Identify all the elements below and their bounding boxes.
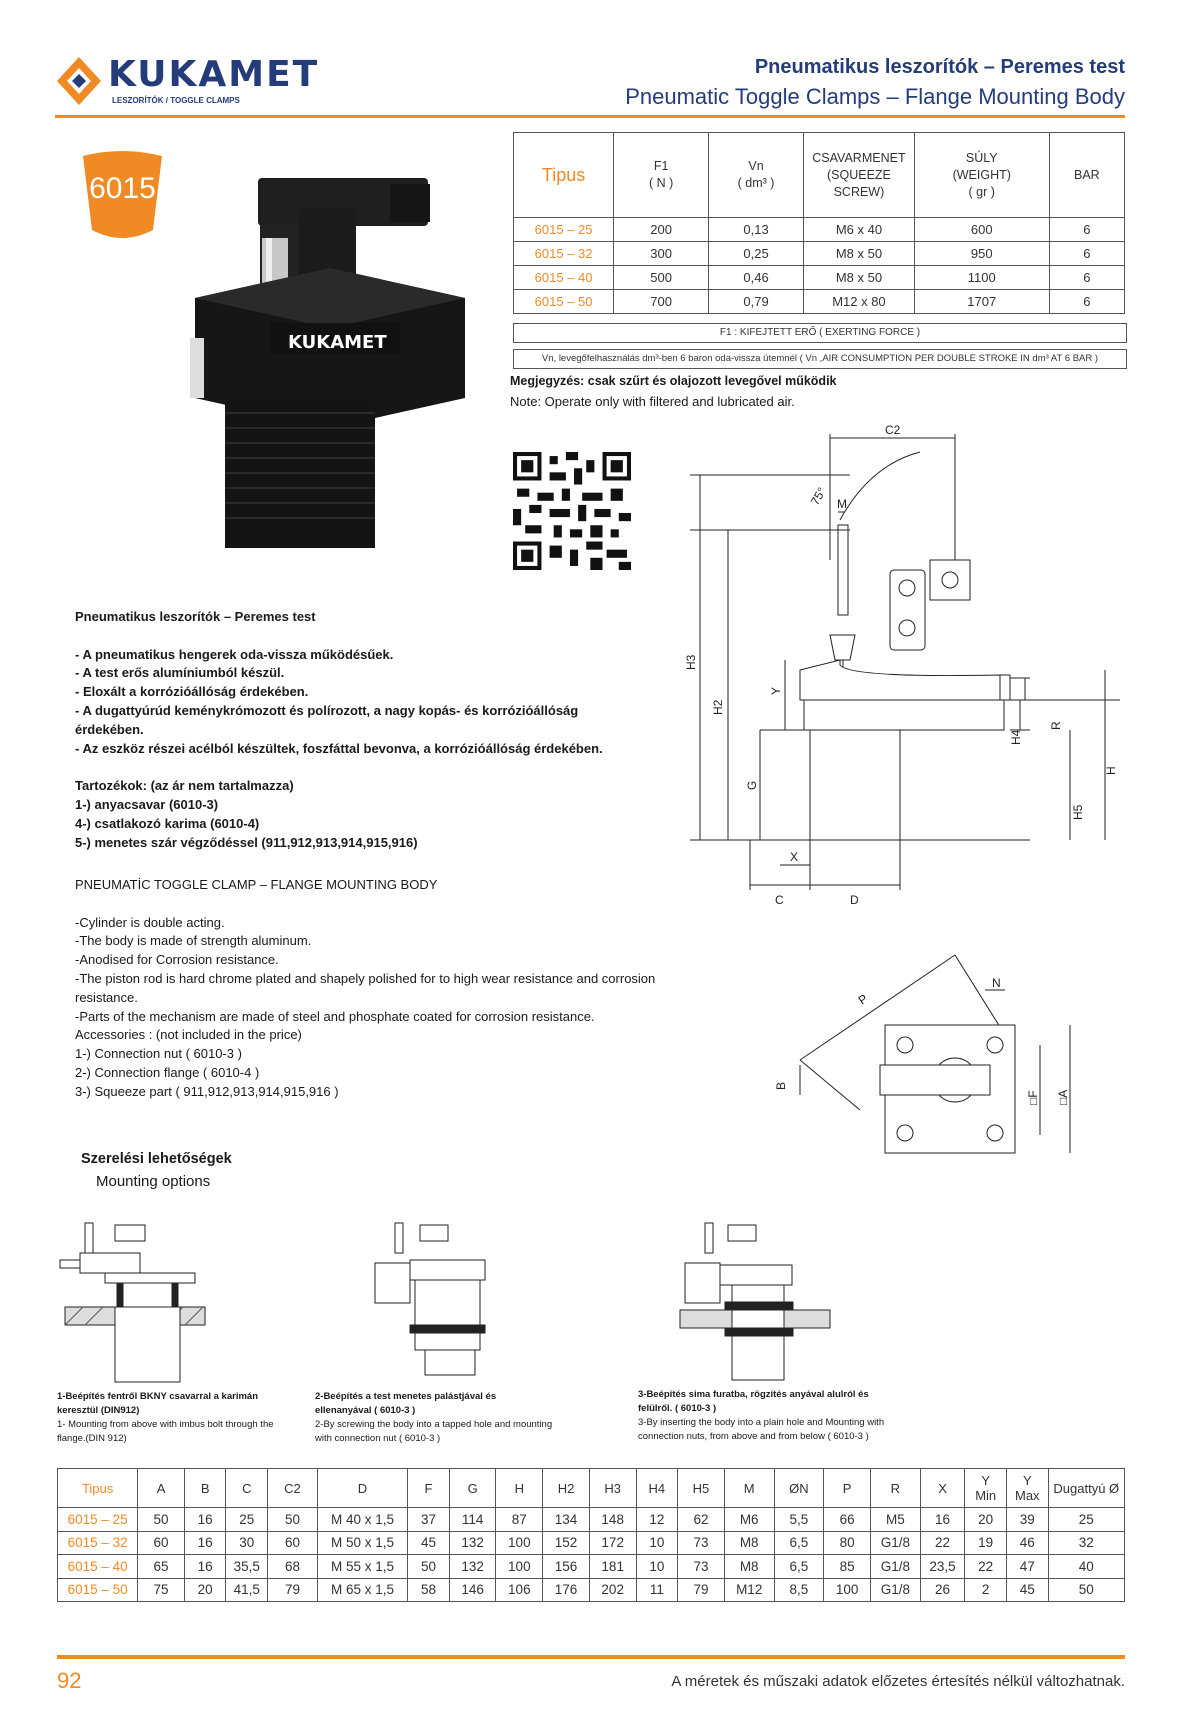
desc-en-line: -The piston rod is hard chrome plated and shapely polished for to high wear resistance and corrosion resistance. [75,970,656,1005]
desc-hu-line: - Az eszköz részei acélból készültek, foszfáttal bevonva, a korrózióállóság érdekében. [75,740,603,756]
dims-header-row [58,1469,1125,1508]
dims-cell: M 40 x 1,5 [317,1508,407,1532]
dims-cell: G1/8 [870,1578,920,1602]
spec-col-bar: BAR [1049,133,1124,218]
dims-cell: M 50 x 1,5 [317,1531,407,1555]
mounting-caption-en: 3-By inserting the body into a plain hole and Mounting with connection nuts, from above and from below ( 6010-3 ) [638,1417,885,1442]
dims-cell: 181 [589,1555,636,1579]
dims-cell: 100 [496,1531,543,1555]
dims-row [58,1578,1125,1602]
dims-cell: 132 [449,1555,496,1579]
dims-cell: 66 [824,1508,871,1532]
note-en: Note: Operate only with filtered and lubricated air. [510,394,795,409]
spec-cell: 0,79 [709,290,804,314]
dims-cell: 50 [408,1555,450,1579]
dims-cell: 20 [184,1578,226,1602]
dims-col-header: X [920,1469,965,1508]
desc-hu-line: 4-) csatlakozó karima (6010-4) [75,815,260,831]
dims-cell: 58 [408,1578,450,1602]
desc-hu-line [75,758,635,777]
spec-cell: 6015 – 32 [514,242,614,266]
dims-cell: 12 [636,1508,678,1532]
spec-cell: 0,25 [709,242,804,266]
dims-row [58,1531,1125,1555]
dims-cell: 176 [543,1578,590,1602]
description-en [75,876,715,1102]
dims-cell: 6015 – 40 [58,1555,138,1579]
desc-hu-line: 1-) anyacsavar (6010-3) [75,796,219,812]
spec-cell: 700 [614,290,709,314]
dims-cell: 41,5 [226,1578,268,1602]
dims-cell: 45 [408,1531,450,1555]
dim-a: □A [1056,1089,1070,1105]
desc-en-line: -Cylinder is double acting. [75,914,225,930]
dims-cell: 11 [636,1578,678,1602]
mounting-title-hu: Szerelési lehetőségek [81,1151,232,1167]
dims-col-header: M [724,1469,774,1508]
dims-col-header: Y Max [1006,1469,1048,1508]
spec-cell: 1707 [914,290,1049,314]
dims-cell: 30 [226,1531,268,1555]
dims-cell: 73 [678,1531,725,1555]
dims-cell: 68 [268,1555,318,1579]
dims-cell: 10 [636,1531,678,1555]
dims-cell: 114 [449,1508,496,1532]
dims-cell: 60 [138,1531,185,1555]
mounting-option-2-drawing [370,1215,500,1385]
dims-cell: G1/8 [870,1555,920,1579]
qr-code [513,452,631,570]
spec-row [514,266,1125,290]
dim-g: G [745,780,759,790]
dims-cell: 10 [636,1555,678,1579]
dims-cell: 87 [496,1508,543,1532]
dims-col-header: ØN [774,1469,824,1508]
dims-col-header: Y Min [965,1469,1007,1508]
desc-en-line: -Anodised for Corrosion resistance. [75,952,279,968]
dims-cell: 6,5 [774,1531,824,1555]
product-label: KUKAMET [288,332,387,353]
dims-cell: M 55 x 1,5 [317,1555,407,1579]
dim-angle: 75° [807,484,830,508]
dims-cell: M8 [724,1555,774,1579]
mounting-caption-en: 1- Mounting from above with imbus bolt through the flange.(DIN 912) [57,1419,274,1444]
technical-drawing-side [684,420,1130,930]
desc-hu-line [75,627,635,646]
dims-cell: 79 [678,1578,725,1602]
dims-cell: 37 [408,1508,450,1532]
mounting-title-en: Mounting options [96,1173,211,1190]
mounting-caption-hu: 2-Beépítés a test menetes palástjával és ellenanyával ( 6010-3 ) [315,1391,497,1416]
dims-cell: 16 [184,1508,226,1532]
spec-row [514,290,1125,314]
dims-cell: 25 [1048,1508,1124,1532]
dims-col-header: H [496,1469,543,1508]
spec-col-vn: Vn ( dm³ ) [709,133,804,218]
mounting-caption-en: 2-By screwing the body into a tapped hole and mounting with connection nut ( 6010-3 ) [315,1419,553,1444]
dims-cell: 132 [449,1531,496,1555]
mounting-caption-hu: 1-Beépítés fentről BKNY csavarral a karimán keresztül (DIN912) [57,1391,258,1416]
dims-cell: 50 [268,1508,318,1532]
spec-cell: 6 [1049,266,1124,290]
dim-h4: H4 [1009,729,1023,745]
dims-cell: 5,5 [774,1508,824,1532]
dims-cell: 148 [589,1508,636,1532]
spec-row [514,218,1125,242]
dim-d: D [850,893,859,907]
dims-cell: 19 [965,1531,1007,1555]
spec-cell: M8 x 50 [804,242,915,266]
dims-col-header: A [138,1469,185,1508]
brand-name: KUKAMET [108,54,320,95]
desc-en-line: 1-) Connection nut ( 6010-3 ) [75,1046,242,1062]
dims-cell: 50 [138,1508,185,1532]
dimensions-table [57,1468,1125,1602]
dims-row [58,1508,1125,1532]
mounting-option-1-drawing [60,1215,210,1385]
mounting-option-3-drawing [680,1215,830,1385]
dims-cell: 80 [824,1531,871,1555]
spec-table [513,132,1125,314]
dim-x: X [790,850,799,864]
desc-en-line: -The body is made of strength aluminum. [75,933,312,949]
dims-cell: 62 [678,1508,725,1532]
dims-cell: 16 [920,1508,965,1532]
spec-cell: 300 [614,242,709,266]
dims-cell: 45 [1006,1578,1048,1602]
dim-n: N [992,976,1001,990]
spec-cell: M12 x 80 [804,290,915,314]
desc-hu-line: - Eloxált a korrózióállóság érdekében. [75,684,309,700]
desc-en-line: 2-) Connection flange ( 6010-4 ) [75,1064,260,1080]
spec-cell: 500 [614,266,709,290]
desc-hu-line: Tartozékok: (az ár nem tartalmazza) [75,778,294,794]
dims-cell: 100 [824,1578,871,1602]
dims-body [58,1508,1125,1602]
dim-h5: H5 [1071,804,1085,820]
dim-c: C [775,893,784,907]
desc-en-line: 3-) Squeeze part ( 911,912,913,914,915,916 ) [75,1083,339,1099]
dims-cell: 73 [678,1555,725,1579]
dims-col-header: Dugattyú Ø [1048,1469,1124,1508]
spec-cell: 6015 – 50 [514,290,614,314]
dims-cell: 25 [226,1508,268,1532]
dims-cell: 202 [589,1578,636,1602]
dims-cell: 75 [138,1578,185,1602]
spec-cell: 0,13 [709,218,804,242]
desc-en-line: Accessories : (not included in the price) [75,1027,302,1043]
dims-cell: 35,5 [226,1555,268,1579]
dims-cell: 79 [268,1578,318,1602]
dims-cell: 40 [1048,1555,1124,1579]
spec-cell: M8 x 50 [804,266,915,290]
dims-cell: 23,5 [920,1555,965,1579]
dims-col-header: B [184,1469,226,1508]
dim-h2: H2 [711,699,725,715]
dim-b: B [774,1081,788,1090]
page-title-hu: Pneumatikus leszorítók – Peremes test [754,56,1125,78]
spec-row [514,242,1125,266]
spec-cell: 0,46 [709,266,804,290]
dims-col-header: H5 [678,1469,725,1508]
dims-cell: 6,5 [774,1555,824,1579]
dims-col-header: G [449,1469,496,1508]
dim-r: R [1049,721,1063,730]
dims-cell: 106 [496,1578,543,1602]
spec-col-type: Tipus [514,133,614,218]
spec-col-weight: SÚLY (WEIGHT) ( gr ) [914,133,1049,218]
dims-cell: 22 [965,1555,1007,1579]
dims-col-header: C2 [268,1469,318,1508]
dims-col-header: C [226,1469,268,1508]
dims-col-header: H2 [543,1469,590,1508]
desc-hu-line: Pneumatikus leszorítók – Peremes test [75,609,316,624]
dims-cell: 85 [824,1555,871,1579]
dims-col-header: H3 [589,1469,636,1508]
dims-cell: 2 [965,1578,1007,1602]
footer-divider [57,1655,1125,1659]
dims-cell: 20 [965,1508,1007,1532]
desc-hu-line: - A dugattyúrúd keménykrómozott és polírozott, a nagy kopás- és korrózióállóság érdekében. [75,702,579,737]
desc-hu-line: - A test erős alumíniumból készül. [75,665,285,681]
dims-cell: 6015 – 25 [58,1508,138,1532]
technical-drawing-top [770,945,1100,1155]
dims-col-header: D [317,1469,407,1508]
dims-cell: M6 [724,1508,774,1532]
footer-disclaimer: A méretek és műszaki adatok előzetes értesítés nélkül változhatnak. [671,1673,1125,1690]
vn-note: Vn, levegőfelhasználás dm³-ben 6 baron oda-vissza ütemnél ( Vn ,AIR CONSUMPTION PER DOUBLE STROKE IN dm³ AT 6 BAR ) [513,349,1127,369]
description-hu [75,608,635,852]
spec-header-row [514,133,1125,218]
mounting-caption-1 [57,1390,277,1446]
dim-h: H [1104,766,1118,775]
dims-cell: 60 [268,1531,318,1555]
dims-col-header: H4 [636,1469,678,1508]
product-photo [190,168,470,558]
dims-cell: 16 [184,1555,226,1579]
spec-col-f1: F1 ( N ) [614,133,709,218]
dim-m: M [837,497,847,511]
mounting-caption-2 [315,1390,555,1446]
desc-en-line [75,895,715,914]
dims-cell: 26 [920,1578,965,1602]
dim-f: □F [1026,1090,1040,1105]
dims-cell: G1/8 [870,1531,920,1555]
dims-col-header: F [408,1469,450,1508]
f1-note: F1 : KIFEJTETT ERŐ ( EXERTING FORCE ) [513,323,1127,343]
dims-cell: M 65 x 1,5 [317,1578,407,1602]
dim-y: Y [769,686,783,695]
dims-cell: 32 [1048,1531,1124,1555]
spec-cell: 6015 – 25 [514,218,614,242]
dims-cell: 156 [543,1555,590,1579]
page-number: 92 [57,1668,82,1693]
note-hu: Megjegyzés: csak szűrt és olajozott levegővel működik [510,374,837,388]
spec-cell: 200 [614,218,709,242]
dims-cell: 50 [1048,1578,1124,1602]
mounting-caption-3 [638,1388,898,1444]
dims-cell: 152 [543,1531,590,1555]
dims-cell: 134 [543,1508,590,1532]
dim-h3: H3 [684,654,698,670]
dims-cell: 39 [1006,1508,1048,1532]
dims-cell: 146 [449,1578,496,1602]
spec-cell: 950 [914,242,1049,266]
dims-cell: M12 [724,1578,774,1602]
spec-col-screw: CSAVARMENET (SQUEEZE SCREW) [804,133,915,218]
spec-cell: 1100 [914,266,1049,290]
spec-cell: 6 [1049,242,1124,266]
dims-col-header: R [870,1469,920,1508]
dims-cell: 47 [1006,1555,1048,1579]
dims-cell: 46 [1006,1531,1048,1555]
dim-c2: C2 [885,423,901,437]
dims-cell: 65 [138,1555,185,1579]
spec-cell: 6 [1049,218,1124,242]
page-title-en: Pneumatic Toggle Clamps – Flange Mounting Body [625,84,1125,109]
dims-row [58,1555,1125,1579]
desc-hu-line: - A pneumatikus hengerek oda-vissza működésűek. [75,646,394,662]
dim-p: P [855,991,871,1008]
dims-cell: 6015 – 50 [58,1578,138,1602]
dims-cell: 100 [496,1555,543,1579]
header-divider [55,115,1125,118]
spec-cell: M6 x 40 [804,218,915,242]
dims-cell: M5 [870,1508,920,1532]
dims-col-header: P [824,1469,871,1508]
desc-en-line: PNEUMATİC TOGGLE CLAMP – FLANGE MOUNTING BODY [75,877,438,892]
model-badge-number: 6015 [89,172,156,205]
dims-col-header: Tipus [58,1469,138,1508]
dims-cell: M8 [724,1531,774,1555]
dims-cell: 172 [589,1531,636,1555]
dims-cell: 8,5 [774,1578,824,1602]
dims-cell: 22 [920,1531,965,1555]
spec-cell: 6 [1049,290,1124,314]
desc-en-line: -Parts of the mechanism are made of steel and phosphate coated for corrosion resistance. [75,1008,595,1024]
spec-cell: 6015 – 40 [514,266,614,290]
brand-subtitle: LESZORÍTÓK / TOGGLE CLAMPS [112,96,240,105]
desc-hu-line: 5-) menetes szár végződéssel (911,912,913,914,915,916) [75,834,418,850]
mounting-caption-hu: 3-Beépítés sima furatba, rögzítés anyával alulról és felülről. ( 6010-3 ) [638,1389,869,1414]
dims-cell: 16 [184,1531,226,1555]
spec-cell: 600 [914,218,1049,242]
dims-cell: 6015 – 32 [58,1531,138,1555]
